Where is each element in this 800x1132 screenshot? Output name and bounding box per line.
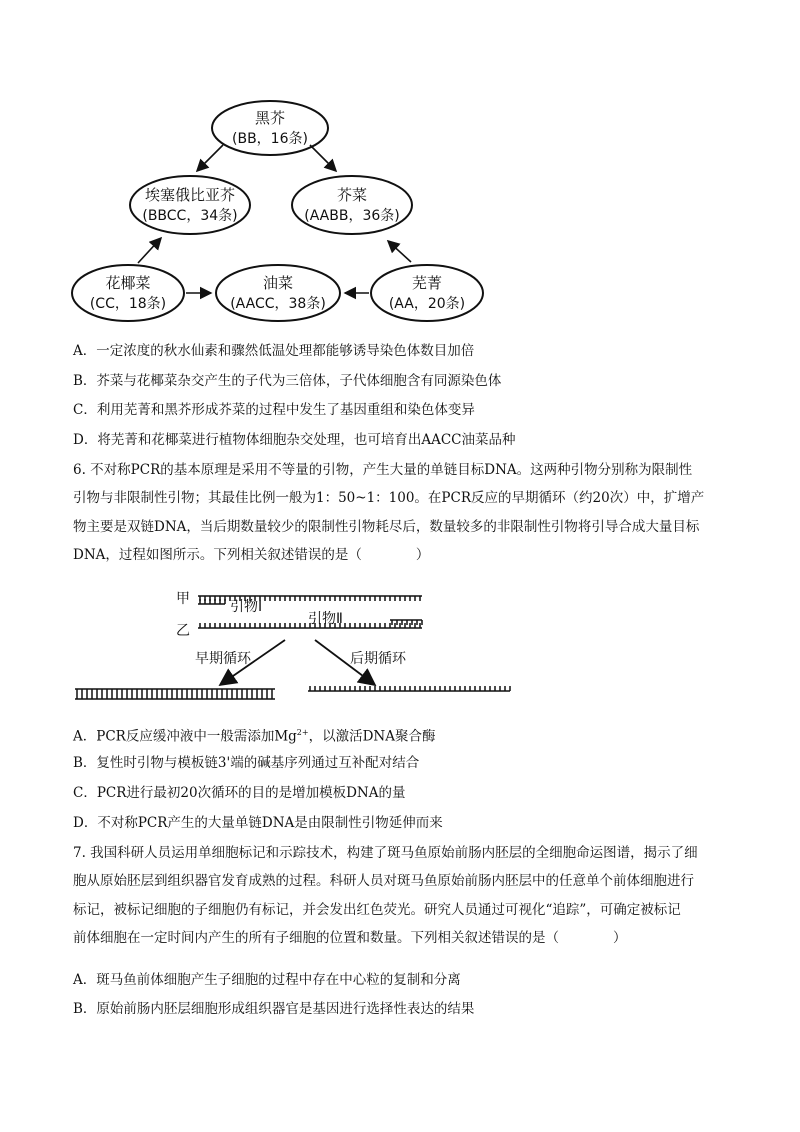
- node-genome: (CC，18条): [89, 296, 167, 312]
- node-name: 花椰菜: [105, 274, 151, 292]
- q6-stem-line: DNA，过程如图所示。下列相关叙述错误的是（ ）: [73, 547, 430, 564]
- node-name: 埃塞俄比亚芥: [144, 186, 236, 204]
- primer1-label: 引物Ⅰ: [230, 599, 263, 615]
- q7-stem: [73, 839, 733, 953]
- q7-stem-line: 胞从原始胚层到组织器官发育成熟的过程。科研人员对斑马鱼原始前肠内胚层中的任意单个前体细胞进行: [73, 873, 694, 890]
- q6-option-d: D．不对称PCR产生的大量单链DNA是由限制性引物延伸而来: [73, 815, 443, 831]
- q6-option-a-tail: ，以激活DNA聚合酶: [308, 728, 436, 745]
- node-ellipse: [130, 176, 250, 234]
- node-name: 芥菜: [336, 186, 368, 204]
- q7-option-b: B．原始前肠内胚层细胞形成组织器官是基因进行选择性表达的结果: [73, 1001, 475, 1017]
- q6-stem-line: 物主要是双链DNA，当后期数量较少的限制性引物耗尽后，数量较多的非限制性引物将引导合成大量目标: [73, 518, 700, 535]
- node-genome: (AACC，38条): [230, 296, 326, 312]
- strand-label-b: 乙: [176, 623, 190, 639]
- arrow: [310, 145, 336, 171]
- node-genome: (BBCC，34条): [142, 208, 238, 224]
- node-genome: (BB，16条): [232, 131, 308, 147]
- q6-stem-line: 引物与非限制性引物；其最佳比例一般为1：50~1：100。在PCR反应的早期循环（约20次）中，扩增产: [73, 490, 705, 507]
- arrow: [388, 241, 411, 262]
- q6-option-c: C．PCR进行最初20次循环的目的是增加模板DNA的量: [73, 785, 406, 801]
- q5-option-d: D．将芜菁和花椰菜进行植物体细胞杂交处理，也可培育出AACC油菜品种: [73, 432, 516, 448]
- q5-option-c: C．利用芜菁和黑芥形成芥菜的过程中发生了基因重组和染色体变异: [73, 402, 475, 418]
- q5-option-b: B．芥菜与花椰菜杂交产生的子代为三倍体，子代体细胞含有同源染色体: [73, 373, 502, 389]
- arrow: [197, 145, 223, 171]
- single-strand-product: [308, 686, 510, 691]
- early-cycle-label: 早期循环: [195, 651, 251, 667]
- node-ellipse: [292, 176, 412, 234]
- node-name: 油菜: [262, 274, 294, 292]
- late-cycle-label: 后期循环: [350, 651, 406, 667]
- q7-stem-line: 7. 我国科研人员运用单细胞标记和示踪技术，构建了斑马鱼原始前肠内胚层的全细胞命运图谱，揭示了细: [73, 845, 698, 861]
- q5-option-a: A．一定浓度的秋水仙素和骤然低温处理都能够诱导染色体数目加倍: [73, 343, 475, 359]
- node-genome: (AA，20条): [388, 296, 466, 312]
- q7-stem-line: 前体细胞在一定时间内产生的所有子细胞的位置和数量。下列相关叙述错误的是（ ）: [73, 930, 627, 947]
- q7-option-a: A．斑马鱼前体细胞产生子细胞的过程中存在中心粒的复制和分离: [73, 972, 461, 988]
- mg-charge: 2+: [296, 728, 309, 737]
- arrow: [138, 238, 161, 263]
- double-strand-product: [75, 689, 275, 699]
- q6-option-a: [73, 723, 753, 747]
- node-name: 黑芥: [254, 109, 286, 127]
- node-genome: (AABB，36条): [304, 208, 400, 224]
- strand-label-a: 甲: [176, 591, 190, 607]
- primer1-segment: [198, 599, 225, 604]
- primer2-label: 引物Ⅱ: [308, 611, 343, 627]
- q6-option-a-text: A．PCR反应缓冲液中一般需添加Mg: [73, 728, 297, 745]
- q7-stem-line: 标记，被标记细胞的子细胞仍有标记，并会发出红色荧光。研究人员通过可视化“追踪”，可确定被标记: [73, 901, 681, 918]
- q6-stem-line: 6. 不对称PCR的基本原理是采用不等量的引物，产生大量的单链目标DNA。这两种引物分别称为限制性: [73, 462, 693, 478]
- brassica-triangle-diagram: [60, 95, 500, 330]
- q6-option-b: B．复性时引物与模板链3'端的碱基序列通过互补配对结合: [73, 755, 420, 771]
- node-name: 芜菁: [411, 274, 443, 292]
- q6-stem: [73, 456, 733, 570]
- asymmetric-pcr-diagram: [60, 585, 520, 710]
